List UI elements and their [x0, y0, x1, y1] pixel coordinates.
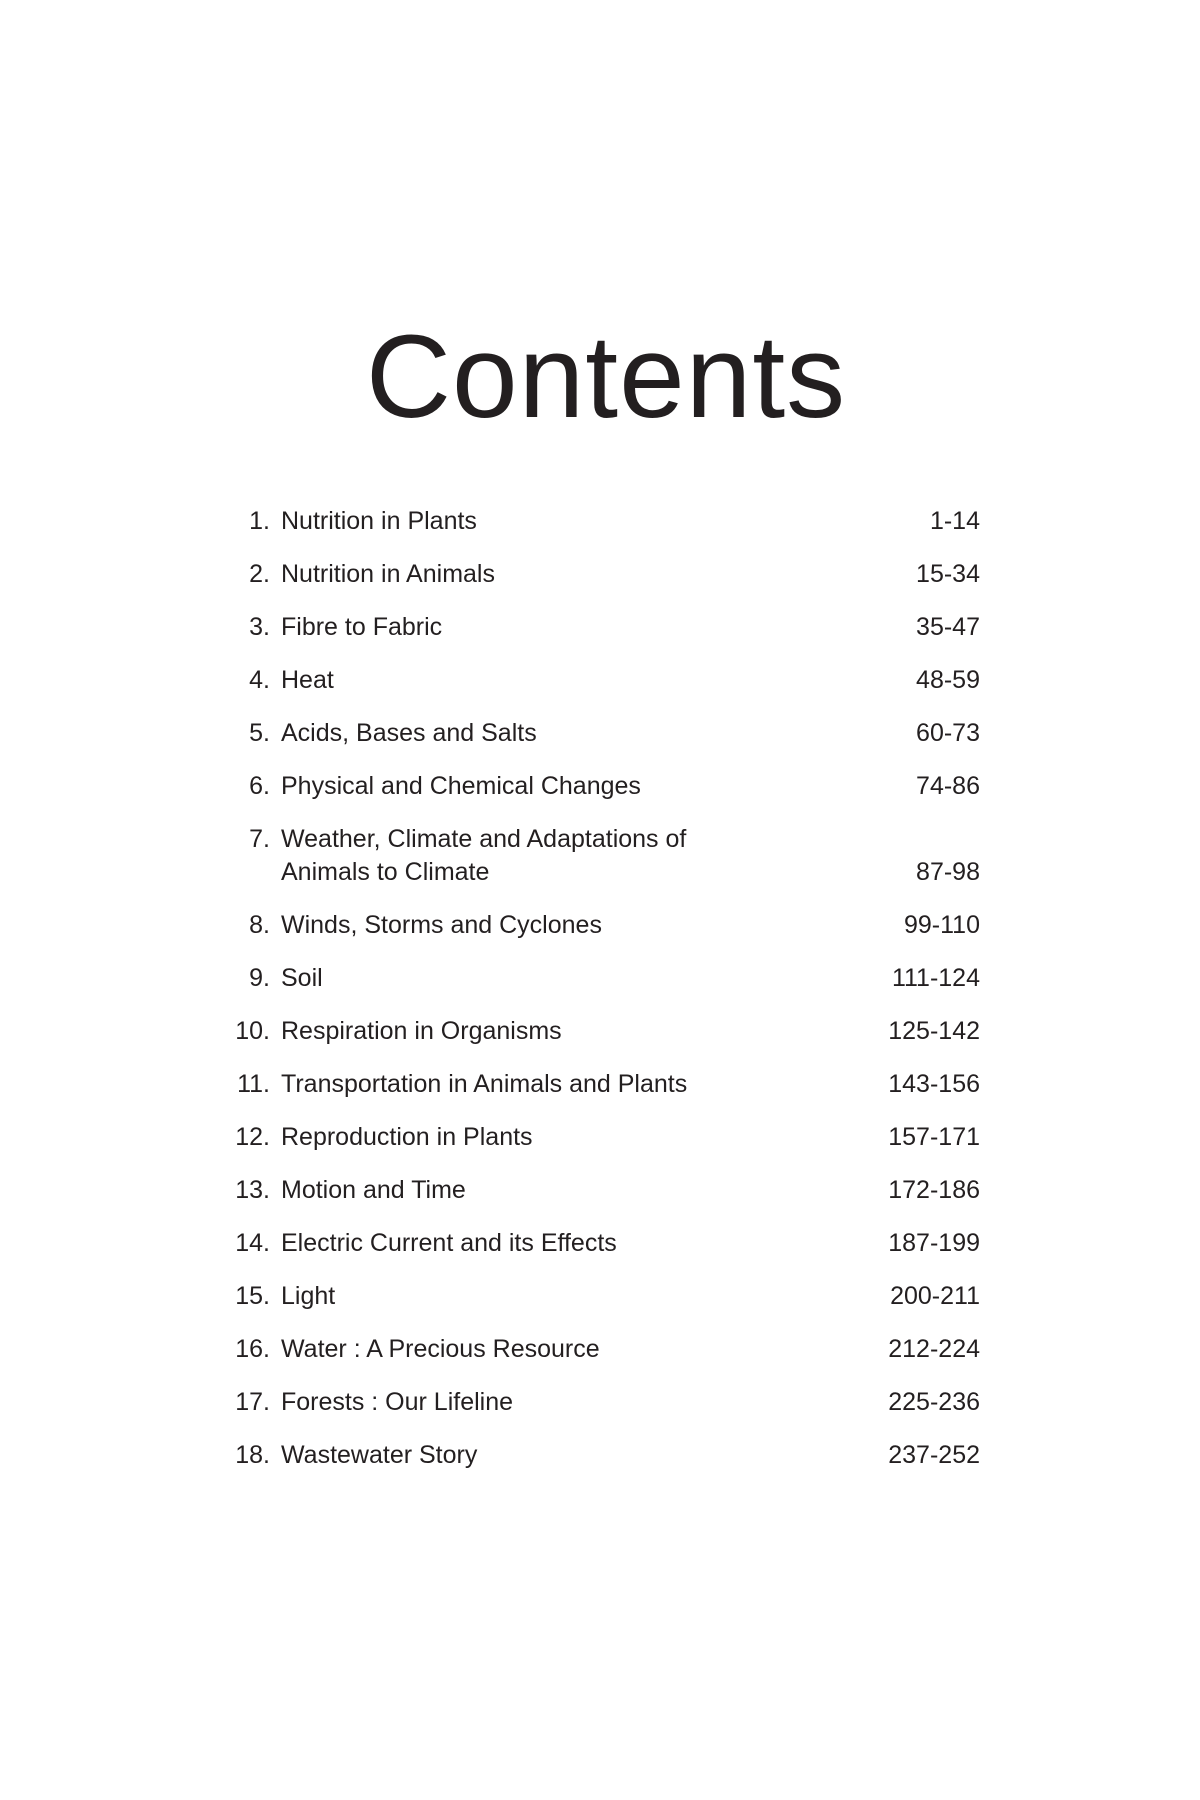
toc-entry[interactable] — [228, 1439, 980, 1472]
chapter-number: 14. — [235, 1229, 270, 1257]
toc-entry[interactable] — [228, 909, 980, 942]
chapter-pages: 1-14 — [929, 507, 980, 535]
chapter-title: Wastewater Story — [281, 1441, 478, 1469]
toc-entry[interactable] — [228, 1333, 980, 1366]
chapter-title: Electric Current and its Effects — [281, 1229, 617, 1257]
chapter-pages: 15-34 — [916, 560, 980, 588]
chapter-number: 3. — [249, 613, 270, 641]
toc-entry[interactable] — [228, 1174, 980, 1207]
chapter-pages: 74-86 — [916, 772, 980, 800]
chapter-number: 5. — [249, 719, 270, 747]
toc-entry[interactable] — [228, 823, 980, 889]
chapter-title: Light — [281, 1282, 336, 1310]
chapter-pages: 187-199 — [888, 1229, 980, 1257]
chapter-pages: 157-171 — [888, 1123, 980, 1151]
chapter-pages: 200-211 — [890, 1282, 980, 1310]
chapter-title: Soil — [281, 964, 323, 992]
chapter-title: Nutrition in Animals — [281, 560, 495, 588]
chapter-number: 10. — [235, 1017, 270, 1045]
chapter-pages: 125-142 — [888, 1017, 980, 1045]
chapter-number: 18. — [235, 1441, 270, 1469]
chapter-pages: 99-110 — [904, 911, 980, 939]
toc-entry[interactable] — [228, 717, 980, 750]
chapter-title: Fibre to Fabric — [281, 613, 443, 641]
chapter-number: 7. — [249, 825, 270, 853]
chapter-number: 12. — [235, 1123, 270, 1151]
toc-entry[interactable] — [228, 1227, 980, 1260]
chapter-number: 9. — [249, 964, 270, 992]
chapter-title: Motion and Time — [281, 1176, 466, 1204]
chapter-title: Acids, Bases and Salts — [281, 719, 537, 747]
chapter-title: Physical and Chemical Changes — [281, 772, 641, 800]
chapter-title: Nutrition in Plants — [281, 507, 477, 535]
chapter-pages: 60-73 — [916, 719, 980, 747]
chapter-number: 1. — [249, 507, 270, 535]
chapter-pages: 143-156 — [888, 1070, 980, 1098]
chapter-title: Heat — [281, 666, 334, 694]
chapter-title: Respiration in Organisms — [281, 1017, 562, 1045]
chapter-number: 2. — [249, 560, 270, 588]
chapter-pages: 212-224 — [888, 1335, 980, 1363]
toc-entry[interactable] — [228, 770, 980, 803]
toc-entry[interactable] — [228, 1015, 980, 1048]
chapter-title: Water : A Precious Resource — [281, 1335, 600, 1363]
chapter-number: 16. — [235, 1335, 270, 1363]
chapter-number: 4. — [249, 666, 270, 694]
toc-entry[interactable] — [228, 1121, 980, 1154]
toc-entry[interactable] — [228, 1280, 980, 1313]
chapter-number: 6. — [249, 772, 270, 800]
chapter-number: 15. — [235, 1282, 270, 1310]
chapter-pages: 48-59 — [916, 666, 980, 694]
chapter-number: 13. — [235, 1176, 270, 1204]
toc-entry[interactable] — [228, 962, 980, 995]
toc-entry[interactable] — [228, 505, 980, 538]
chapter-pages: 225-236 — [888, 1388, 980, 1416]
chapter-title: Forests : Our Lifeline — [281, 1388, 514, 1416]
toc-entry[interactable] — [228, 1068, 980, 1101]
chapter-title: Reproduction in Plants — [281, 1123, 533, 1151]
chapter-title: Transportation in Animals and Plants — [281, 1070, 688, 1098]
chapter-pages: 172-186 — [888, 1176, 980, 1204]
chapter-title: Winds, Storms and Cyclones — [281, 911, 602, 939]
toc-entry[interactable] — [228, 1386, 980, 1419]
chapter-pages: 111-124 — [891, 964, 980, 992]
chapter-number: 8. — [249, 911, 270, 939]
table-of-contents — [228, 505, 980, 1492]
chapter-pages: 35-47 — [916, 613, 980, 641]
page-title: Contents — [365, 311, 847, 443]
chapter-number: 11. — [237, 1070, 270, 1098]
chapter-title: Weather, Climate and Adaptations of Animals to Climate — [281, 825, 687, 886]
toc-entry[interactable] — [228, 664, 980, 697]
toc-entry[interactable] — [228, 558, 980, 591]
toc-entry[interactable] — [228, 611, 980, 644]
chapter-pages: 87-98 — [916, 858, 980, 886]
chapter-number: 17. — [235, 1388, 270, 1416]
chapter-pages: 237-252 — [888, 1441, 980, 1469]
